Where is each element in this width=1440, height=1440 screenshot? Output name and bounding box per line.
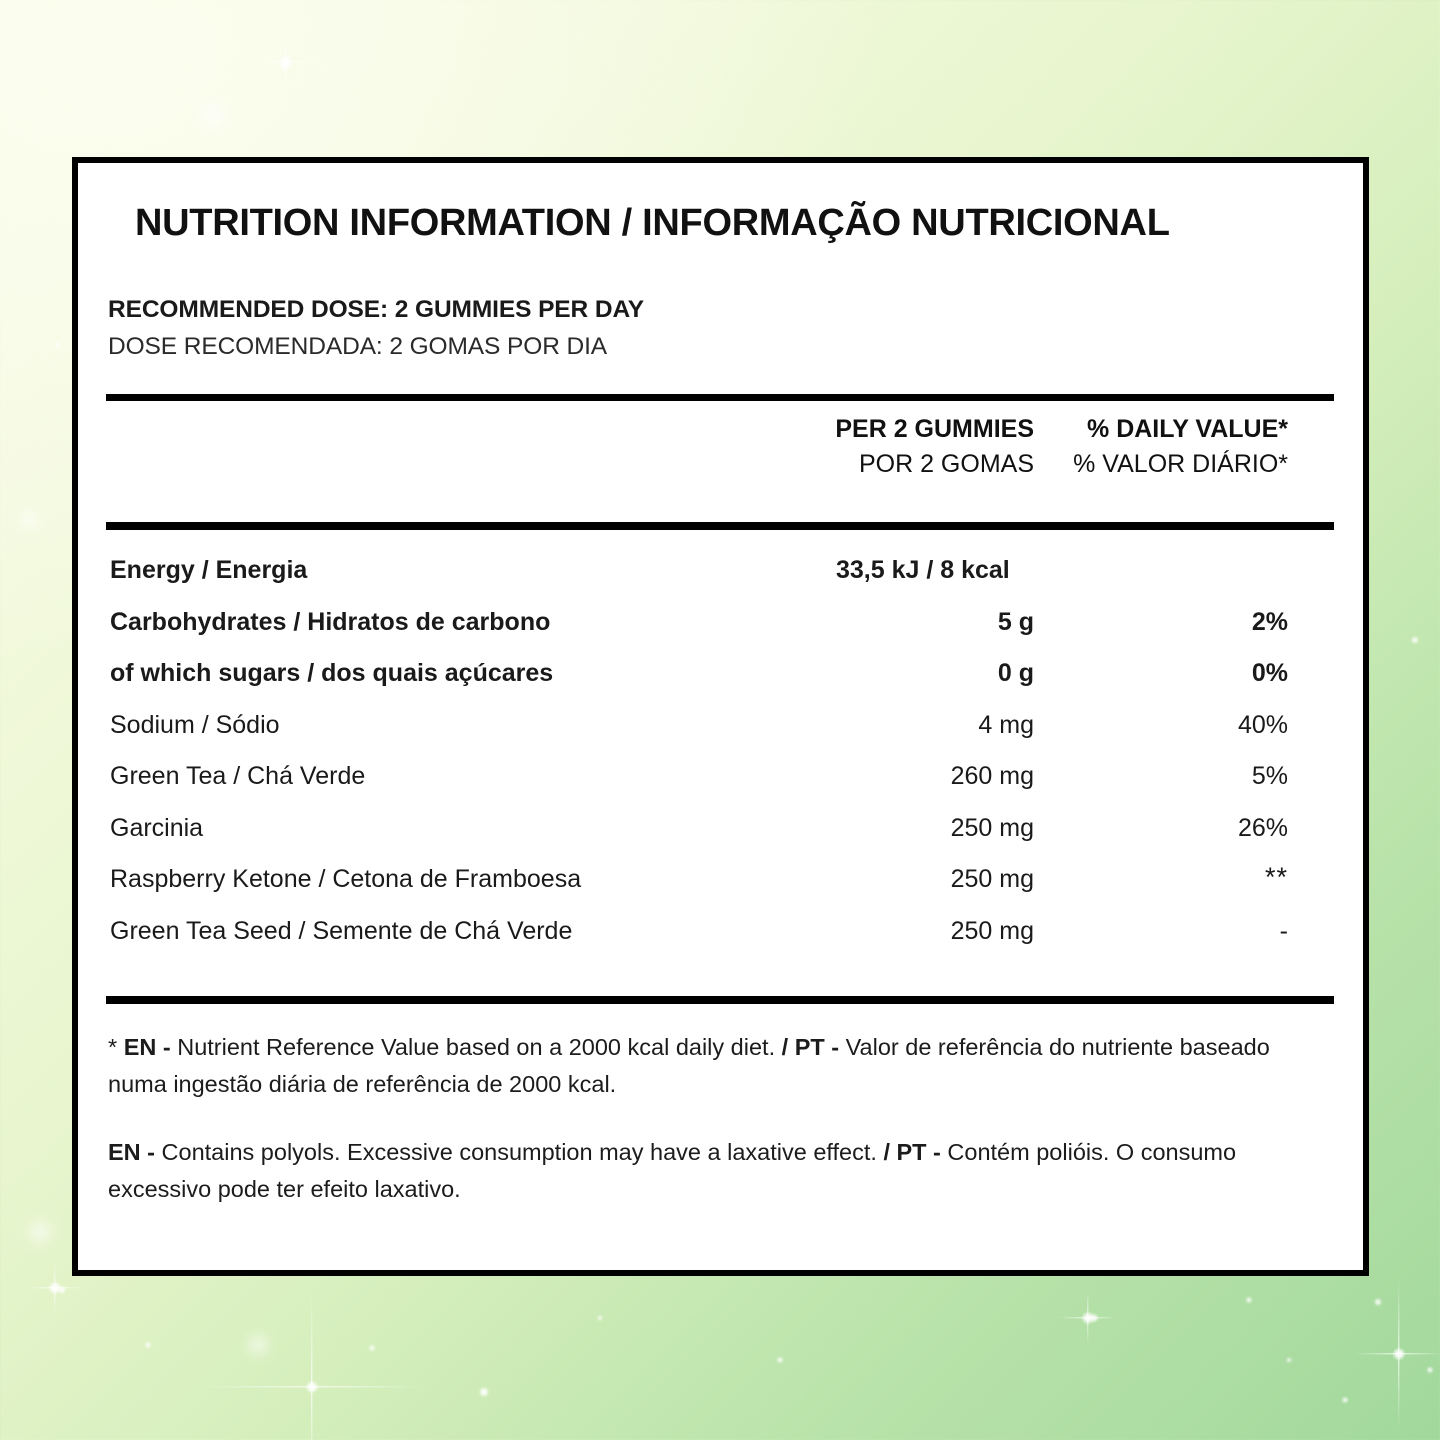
footnote [108, 1029, 1328, 1103]
nutrient-amount: 4 mg [978, 710, 1034, 739]
footnote-text-en: Contains polyols. Excessive consumption may have a laxative effect. [155, 1139, 884, 1165]
sparkle-dot [200, 102, 226, 128]
sparkle-dot [281, 63, 288, 70]
table-row [78, 864, 1363, 916]
nutrient-daily-value: - [1279, 916, 1288, 945]
footnotes [108, 1029, 1328, 1208]
sparkle-dot [778, 1358, 783, 1363]
footnote-text-pt: Valor de referência do nutriente baseado numa ingestão diária de referência de 2000 kcal. [108, 1034, 1270, 1097]
sparkle-dot [56, 343, 61, 348]
recommended-dose-en: RECOMMENDED DOSE: 2 GUMMIES PER DAY [108, 296, 645, 323]
nutrient-daily-value: 0% [1251, 659, 1288, 687]
nutrient-label: Raspberry Ketone / Cetona de Framboesa [110, 865, 582, 893]
nutrient-daily-value: 26% [1237, 813, 1288, 842]
sparkle-dot [480, 1388, 488, 1396]
nutrient-amount: 260 mg [950, 762, 1034, 790]
nutrient-daily-value: ** [1264, 862, 1288, 892]
footnote-lang-tag-en: EN - [123, 1034, 171, 1060]
nutrient-label: Carbohydrates / Hidratos de carbono [110, 607, 551, 636]
nutrient-daily-value: 5% [1251, 762, 1288, 790]
column-header-amount-en: PER 2 GUMMIES [835, 415, 1034, 443]
column-header-dv-pt: % VALOR DIÁRIO* [1073, 450, 1288, 478]
footnote-lang-tag-en: EN - [108, 1139, 155, 1165]
sparkle-dot [29, 1221, 51, 1243]
sparkle-dot [1247, 1298, 1252, 1303]
column-header-dv-en: % DAILY VALUE* [1087, 415, 1288, 443]
nutrient-amount: 250 mg [950, 865, 1034, 893]
table-row [78, 555, 1363, 607]
table-row [78, 710, 1363, 762]
sparkle-dot [598, 1316, 602, 1320]
sparkle-dot [1091, 1315, 1098, 1322]
footnote-text-en: Nutrient Reference Value based on a 2000 kcal daily diet. [170, 1034, 782, 1060]
table-row [78, 761, 1363, 813]
table-row [78, 813, 1363, 865]
footnote-text-pt: Contém polióis. O consumo excessivo pode ter efeito laxativo. [108, 1139, 1237, 1202]
nutrient-amount: 33,5 kJ / 8 kcal [836, 556, 1010, 584]
nutrient-daily-value: 40% [1237, 710, 1288, 739]
nutrient-amount: 250 mg [950, 813, 1034, 842]
footnote-lang-tag-pt: / PT - [781, 1034, 840, 1060]
nutrient-label: Energy / Energia [110, 556, 308, 584]
nutrient-label: Sodium / Sódio [110, 710, 280, 739]
sparkle-dot [1375, 1299, 1381, 1305]
table-rule-middle [106, 522, 1334, 530]
nutrient-label: Garcinia [110, 813, 204, 842]
sparkle-dot [248, 1335, 268, 1355]
nutrition-label-card [72, 157, 1369, 1276]
sparkle-dot [1287, 1358, 1291, 1362]
table-rule-top [106, 394, 1334, 401]
sparkle-dot [59, 1287, 65, 1293]
footnote-marker: * [108, 1034, 124, 1060]
nutrient-daily-value: 2% [1251, 607, 1288, 636]
nutrient-amount: 250 mg [950, 916, 1034, 945]
sparkle-dot [20, 511, 38, 529]
sparkle-dot [1343, 1398, 1348, 1403]
sparkle-dot [1428, 1368, 1433, 1373]
sparkle-dot [1412, 637, 1418, 643]
table-row [78, 607, 1363, 659]
table-row [78, 658, 1363, 710]
nutrient-table [78, 555, 1363, 967]
footnote [108, 1134, 1328, 1208]
nutrient-label: of which sugars / dos quais açúcares [110, 659, 554, 687]
column-header-amount-pt: POR 2 GOMAS [858, 450, 1034, 478]
recommended-dose-pt: DOSE RECOMENDADA: 2 GOMAS POR DIA [108, 333, 608, 360]
page-title: NUTRITION INFORMATION / INFORMAÇÃO NUTRICIONAL [135, 202, 1170, 244]
nutrient-amount: 5 g [997, 607, 1034, 636]
table-rule-bottom [106, 996, 1334, 1004]
table-row [78, 916, 1363, 968]
nutrient-label: Green Tea Seed / Semente de Chá Verde [110, 916, 573, 945]
table-column-headers [78, 415, 1363, 495]
footnote-lang-tag-pt: / PT - [883, 1139, 941, 1165]
nutrient-label: Green Tea / Chá Verde [110, 762, 366, 790]
nutrient-amount: 0 g [997, 659, 1034, 687]
sparkle-dot [146, 1343, 151, 1348]
sparkle-dot [370, 1346, 375, 1351]
